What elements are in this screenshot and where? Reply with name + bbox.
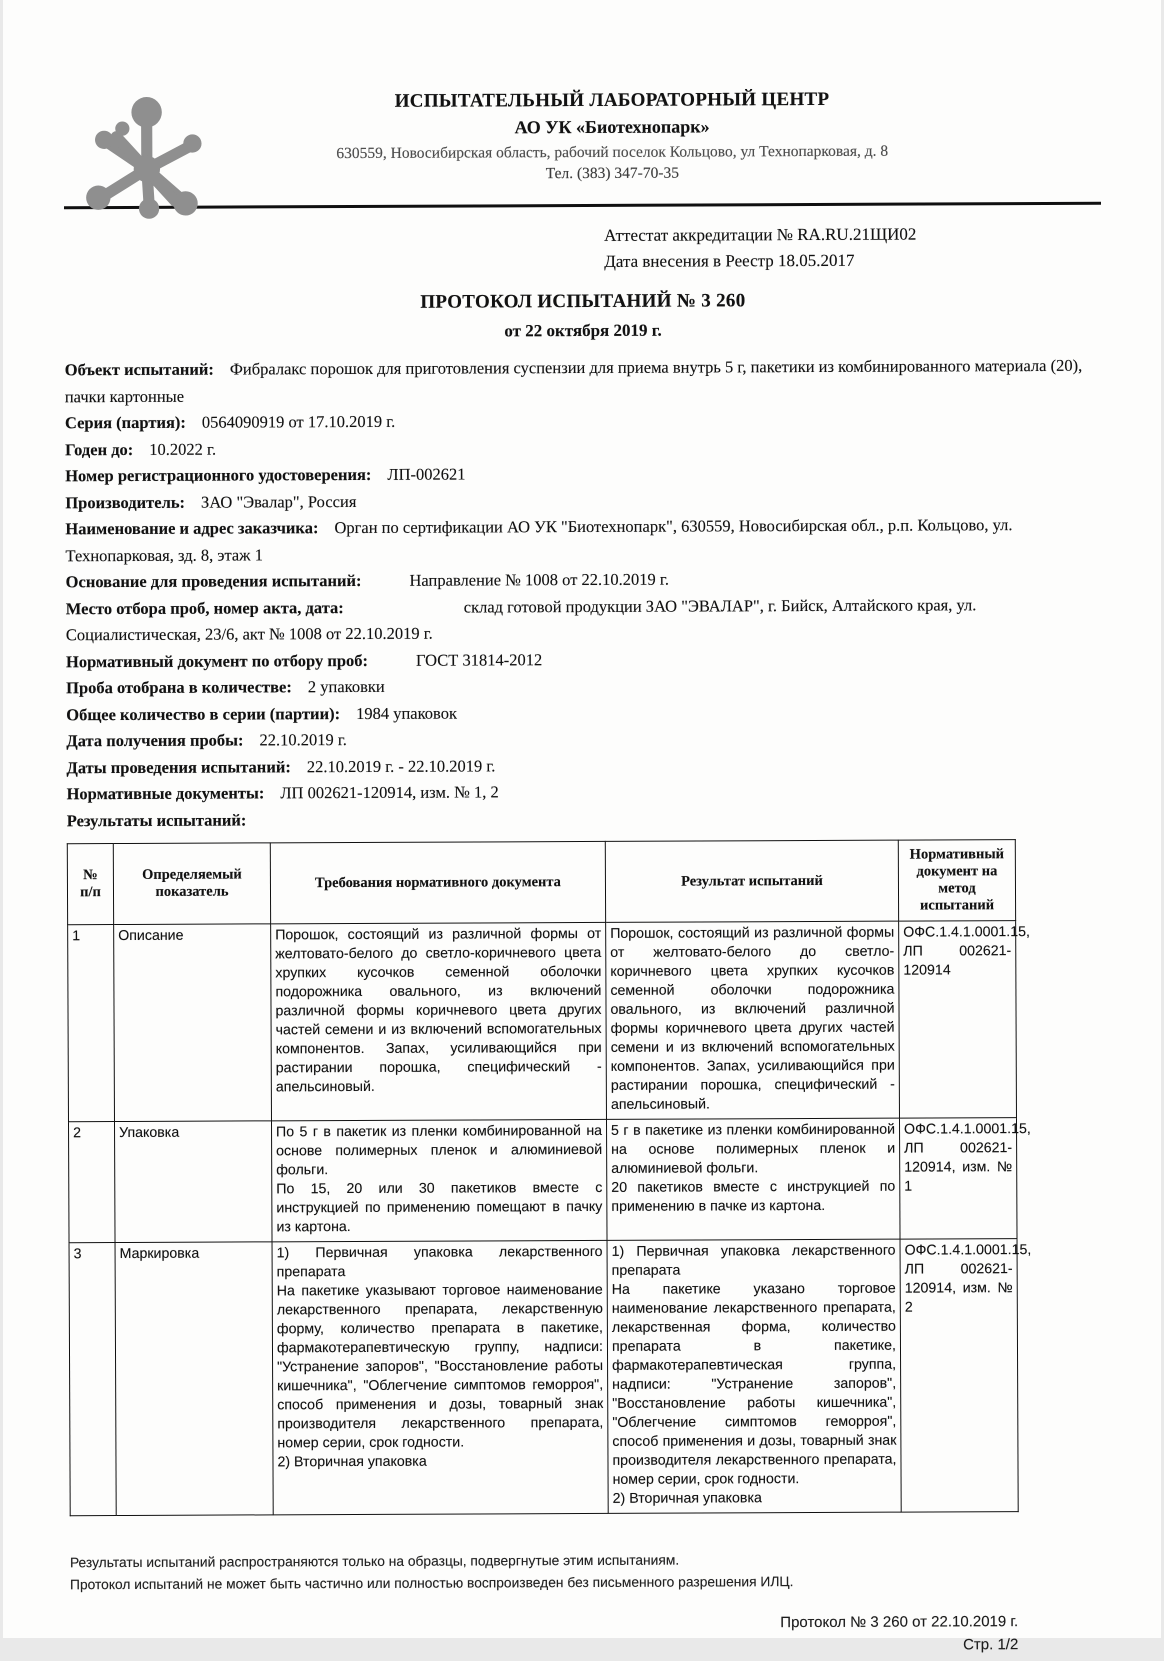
field-label: Наименование и адрес заказчика:	[65, 518, 318, 538]
field-label: Серия (партия):	[65, 413, 186, 433]
field-value: Орган по сертификации АО УК "Биотехнопарк", 630559, Новосибирская обл., р.п. Кольцово, ул. Технопарковая, зд. 8, этаж 1	[65, 515, 1012, 565]
field-value: склад готовой продукции ЗАО "ЭВАЛАР", г. Бийск, Алтайского края, ул. Социалистическая, 23/6, акт № 1008 от 22.10.2019 г.	[66, 595, 977, 644]
org-subname: АО УК «Биотехнопарк»	[124, 115, 1101, 140]
field-label: Даты проведения испытаний:	[66, 757, 290, 777]
letterhead-text	[63, 84, 1100, 186]
field-value: 10.2022 г.	[149, 439, 216, 458]
footer-protocol-ref: Протокол № 3 260 от 22.10.2019 г.	[70, 1610, 1018, 1637]
org-phone: Тел. (383) 347-70-35	[124, 163, 1101, 185]
footer-reference	[70, 1610, 1018, 1660]
row-num: 1	[68, 925, 115, 1122]
field-test-object	[65, 353, 1102, 411]
col-header-result: Результат испытаний	[605, 840, 898, 922]
row-num: 2	[68, 1122, 115, 1243]
protocol-title: ПРОТОКОЛ ИСПЫТАНИЙ № 3 260	[64, 289, 1101, 316]
field-value: ЛП 002621-120914, изм. № 1, 2	[280, 782, 498, 802]
footer-note-scope: Результаты испытаний распространяются только на образцы, подвергнутые этим испытаниям.	[70, 1548, 1107, 1575]
field-label: Нормативный документ по отбору проб:	[66, 650, 368, 670]
row-result: 1) Первичная упаковка лекарственного препарата На пакетике указано торговое наименование лекарственного препарата, лекарственная форма, количество препарата в пакетике, фармакотерапевтическая группа, надписи: "Устранение запоров", "Восстановление работы кишечника", "Облегчение симптомов геморроя", способ применения и дозы, товарный знак производителя лекарственного препарата, номер серии, срок годности. 2) Вторичная упаковка	[607, 1239, 901, 1513]
col-header-num: № п/п	[67, 844, 113, 925]
field-label: Номер регистрационного удостоверения:	[65, 465, 371, 485]
col-header-requirement: Требования нормативного документа	[270, 841, 605, 923]
scanned-protocol-page	[3, 0, 1161, 1638]
table-header-row	[67, 840, 1015, 925]
field-value: 22.10.2019 г.	[259, 730, 347, 749]
field-value: 2 упаковки	[308, 677, 385, 696]
accreditation-number: Аттестат аккредитации № RA.RU.21ЩИ02	[604, 221, 1101, 249]
table-row	[68, 921, 1017, 1122]
org-name: ИСПЫТАТЕЛЬНЫЙ ЛАБОРАТОРНЫЙ ЦЕНТР	[124, 88, 1101, 114]
results-section-label: Результаты испытаний:	[67, 803, 1104, 834]
row-num: 3	[69, 1243, 116, 1516]
row-requirement: Порошок, состоящий из различной формы от желтовато-белого до светло-коричневого цвета хрупких кусочков семенной оболочки подорожника овального, из включений различной формы коричневого цвета других частей семени и из включений вспомогательных компонентов. Запах, усиливающийся при растирании порошка, специфический - апельсиновый.	[271, 922, 607, 1120]
field-value: 1984 упаковок	[356, 703, 457, 722]
protocol-title-block	[64, 289, 1101, 344]
field-label: Объект испытаний:	[65, 360, 214, 380]
field-label: Нормативные документы:	[67, 783, 265, 803]
row-norm-doc: ОФС.1.4.1.0001.15, ЛП 002621-120914	[899, 921, 1017, 1119]
row-indicator: Описание	[114, 924, 272, 1122]
org-address: 630559, Новосибирская область, рабочий поселок Кольцово, ул Технопарковая, д. 8	[124, 142, 1101, 164]
letterhead	[63, 84, 1100, 197]
row-indicator: Упаковка	[114, 1121, 272, 1243]
accreditation-register-date: Дата внесения в Реестр 18.05.2017	[604, 247, 1101, 275]
field-label: Производитель:	[65, 492, 185, 512]
col-header-indicator: Определяемый показатель	[113, 843, 270, 925]
field-label: Место отбора проб, номер акта, дата:	[66, 598, 344, 618]
row-requirement: 1) Первичная упаковка лекарственного препарата На пакетике указывают торговое наименование лекарственного препарата, лекарственную форму, количество препарата в пакетике, фармакотерапевтическую группу, надписи: "Устранение запоров", "Восстановление работы кишечника", "Облегчение симптомов геморроя", способ применения и дозы, товарный знак производителя лекарственного препарата, номер серии, срок годности. 2) Вторичная упаковка	[272, 1240, 608, 1514]
field-value: Фибралакс порошок для приготовления суспензии для приема внутрь 5 г, пакетики из комбинированного материала (20), пачки картонные	[65, 356, 1082, 406]
row-norm-doc: ОФС.1.4.1.0001.15, ЛП 002621-120914, изм. № 2	[900, 1239, 1018, 1513]
table-row	[68, 1118, 1017, 1243]
row-result: 5 г в пакетике из пленки комбинированной на основе полимерных пленок и алюминиевой фольги. 20 пакетиков вместе с инструкцией по применению в пачке из картона.	[606, 1118, 900, 1240]
accreditation-block	[604, 221, 1101, 275]
footer-note-reproduction: Протокол испытаний не может быть частично или полностью воспроизведен без письменного разрешения ИЛЦ.	[70, 1570, 1107, 1597]
results-table	[67, 839, 1019, 1516]
footer-page-number: Стр. 1/2	[70, 1633, 1018, 1660]
field-value: ГОСТ 31814-2012	[416, 650, 542, 670]
header-divider	[64, 202, 1101, 210]
col-header-norm-doc: Нормативный документ на метод испытаний	[898, 840, 1015, 922]
field-value: 22.10.2019 г. - 22.10.2019 г.	[307, 756, 496, 776]
protocol-fields	[65, 353, 1104, 835]
row-result: Порошок, состоящий из различной формы от желтовато-белого до светло-коричневого цвета хрупких кусочков семенной оболочки подорожника овального, из включений различной формы коричневого цвета других частей семени и из включений вспомогательных компонентов. Запах, усиливающийся при растирании порошка, специфический - апельсиновый.	[606, 921, 900, 1119]
molecule-logo-icon	[73, 86, 216, 229]
field-label: Общее количество в серии (партии):	[66, 704, 340, 724]
field-label: Годен до:	[65, 439, 133, 458]
row-indicator: Маркировка	[115, 1242, 273, 1516]
field-value: Направление № 1008 от 22.10.2019 г.	[409, 570, 669, 590]
protocol-date: от 22 октября 2019 г.	[65, 319, 1102, 344]
table-row	[69, 1239, 1018, 1516]
field-label: Дата получения пробы:	[66, 730, 243, 750]
field-value: 0564090919 от 17.10.2019 г.	[202, 412, 395, 432]
field-label: Проба отобрана в количестве:	[66, 677, 292, 697]
row-requirement: По 5 г в пакетик из пленки комбинированной на основе полимерных пленок и алюминиевой фольги. По 15, 20 или 30 пакетиков вместе с инструкцией по применению помещают в пачку из картона.	[271, 1119, 607, 1241]
field-label: Основание для проведения испытаний:	[66, 571, 362, 591]
field-sampling-place	[66, 591, 1103, 649]
row-norm-doc: ОФС.1.4.1.0001.15, ЛП 002621-120914, изм. № 1	[899, 1118, 1017, 1240]
footer-notes	[70, 1548, 1107, 1597]
field-value: ЗАО "Эвалар", Россия	[201, 491, 356, 511]
field-value: ЛП-002621	[387, 465, 465, 484]
field-customer	[65, 512, 1102, 570]
